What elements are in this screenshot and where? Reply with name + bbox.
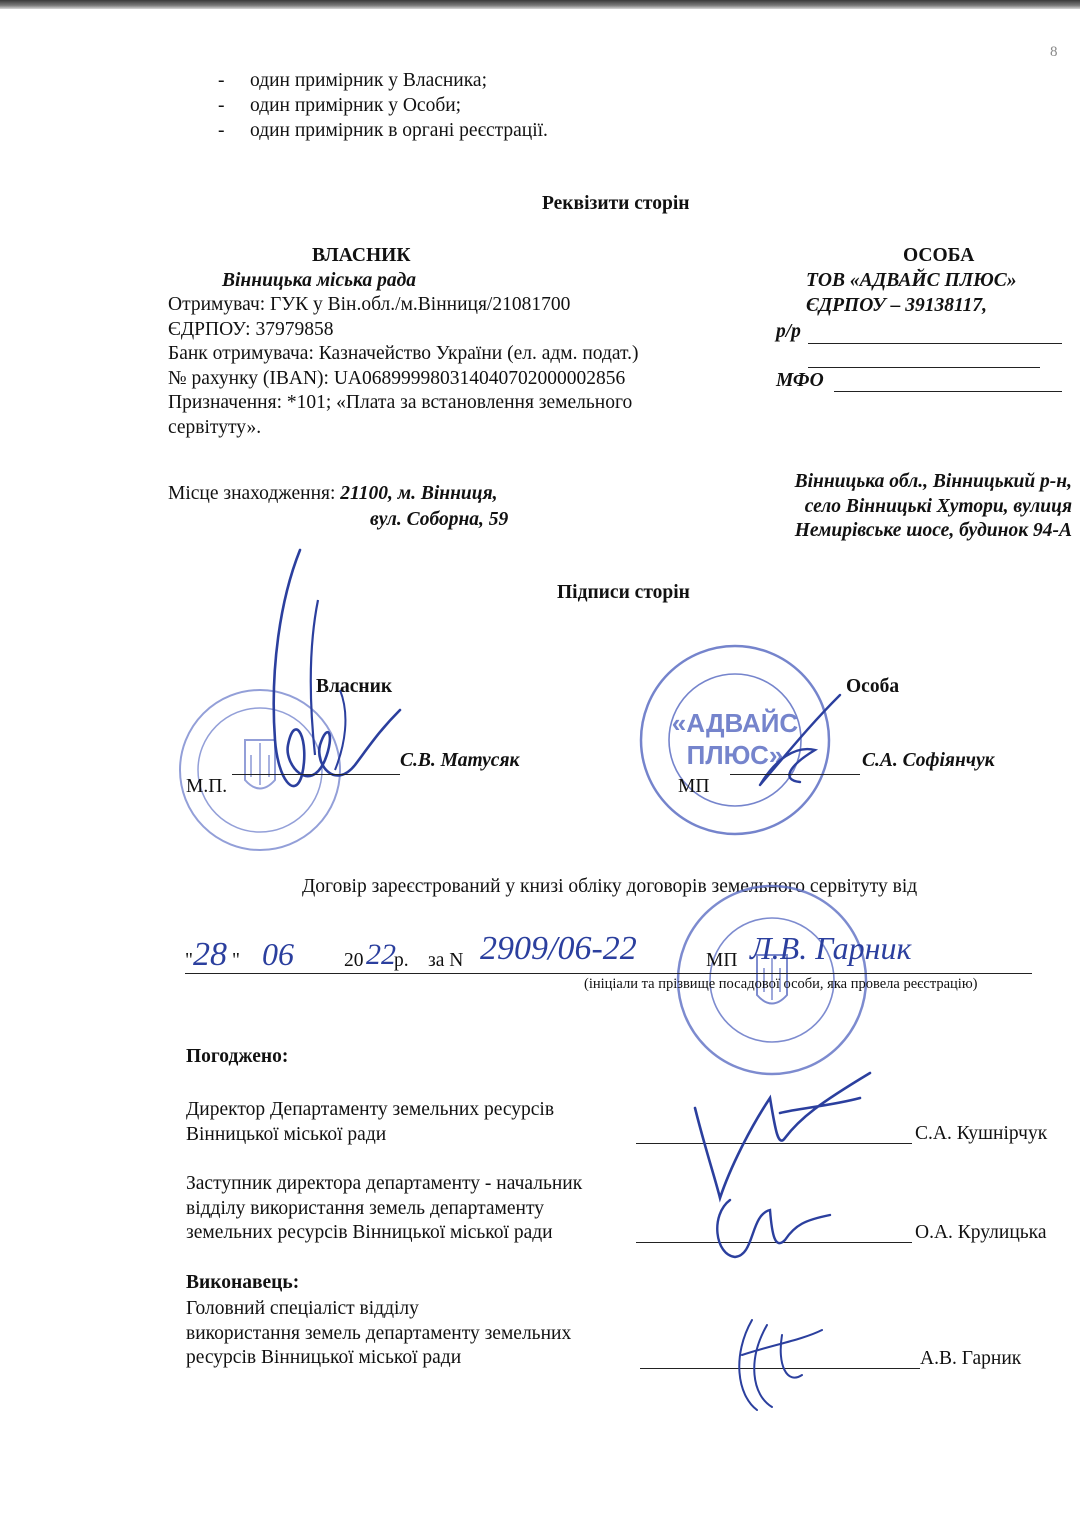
owner-location-line1: 21100, м. Вінниця, <box>340 483 498 504</box>
requisites-title: Реквізити сторін <box>542 193 690 214</box>
reg-day: 28 <box>193 936 227 973</box>
owner-location-label: Місце знаходження: <box>168 483 336 504</box>
approval-2-title-line: Заступник директора департаменту - начальник <box>186 1173 583 1194</box>
approval-2-title-line: земельних ресурсів Вінницької міської ради <box>186 1222 553 1243</box>
bullet: - <box>218 120 225 141</box>
owner-sign-name: С.В. Матусяк <box>400 750 520 771</box>
executor-signature <box>722 1315 832 1415</box>
bullet: - <box>218 70 225 91</box>
person-address-line: село Вінницькі Хутори, вулиця <box>804 495 1072 517</box>
owner-line: Банк отримувача: Казначейство України (ел. адм. подат.) <box>168 343 639 364</box>
person-stamp-line1: «АДВАЙС <box>671 708 799 738</box>
person-sign-role: Особа <box>846 676 900 697</box>
person-signature <box>720 690 860 800</box>
approval-1-signature <box>690 1068 880 1208</box>
bullet: - <box>218 95 225 116</box>
page-number: 8 <box>1050 44 1058 60</box>
executor-title: Виконавець: <box>186 1272 300 1293</box>
reg-number: 2909/06-22 <box>480 930 637 967</box>
approval-1-title-line: Директор Департаменту земельних ресурсів <box>186 1099 555 1120</box>
reg-number-label: за N <box>428 950 464 971</box>
reg-caption: (ініціали та прізвище посадової особи, яка провела реєстрацію) <box>584 976 978 992</box>
owner-sign-role: Власник <box>316 676 393 697</box>
scan-top-edge <box>0 0 1080 9</box>
person-rp-line-2 <box>808 367 1040 368</box>
owner-location <box>168 483 498 505</box>
reg-year-suffix: 22 <box>366 938 396 971</box>
approval-2-title-line: відділу використання земель департаменту <box>186 1197 544 1219</box>
reg-quote-open: " <box>185 950 193 971</box>
reg-line <box>185 973 1032 974</box>
owner-line: Отримувач: ГУК у Він.обл./м.Вінниця/21081700 <box>168 294 571 315</box>
person-edrpou: ЄДРПОУ – 39138117, <box>806 295 988 316</box>
executor-position-line: використання земель департаменту земельних <box>186 1322 572 1344</box>
person-sign-line <box>730 774 860 775</box>
person-address <box>795 470 1072 544</box>
person-rp-line <box>808 343 1062 344</box>
person-mfo-label: МФО <box>776 370 824 391</box>
person-mp: МП <box>678 776 710 797</box>
owner-line: ЄДРПОУ: 37979858 <box>168 318 334 340</box>
executor-position-line: Головний спеціаліст відділу <box>186 1298 419 1319</box>
owner-heading: ВЛАСНИК <box>312 245 411 266</box>
approval-2-name: О.А. Крулицька <box>915 1222 1047 1243</box>
owner-sign-line <box>232 774 400 775</box>
person-sign-name: С.А. Софіянчук <box>862 750 995 771</box>
owner-details <box>168 293 639 440</box>
signatures-title: Підписи сторін <box>557 582 690 603</box>
person-address-line: Вінницька обл., Вінницький р-н, <box>794 471 1072 492</box>
owner-line: № рахунку (IBAN): UA068999980314040702000002856 <box>168 367 626 389</box>
copy-item-text: один примірник у Особи; <box>250 95 462 116</box>
copy-item-text: один примірник в органі реєстрації. <box>250 120 548 141</box>
copy-item-text: один примірник у Власника; <box>250 70 487 91</box>
person-name: ТОВ «АДВАЙС ПЛЮС» <box>806 270 1017 291</box>
owner-name: Вінницька міська рада <box>222 270 416 291</box>
registration-text: Договір зареєстрований у книзі обліку договорів земельного сервітуту від <box>302 876 918 897</box>
owner-mp: М.П. <box>186 776 228 797</box>
person-stamp-line2: ПЛЮС» <box>686 740 784 770</box>
approved-title: Погоджено: <box>186 1046 289 1067</box>
person-rp-label: р/р <box>776 321 801 342</box>
reg-year-prefix: 20 <box>344 950 364 971</box>
reg-mp: МП <box>706 950 738 971</box>
reg-month: 06 <box>262 936 294 972</box>
reg-year-tail: р. <box>394 950 409 971</box>
person-address-line: Немирівське шосе, будинок 94-А <box>794 520 1072 541</box>
approval-2-signature <box>710 1195 840 1265</box>
approval-2-title <box>186 1172 582 1246</box>
registration-row <box>185 950 193 972</box>
reg-registrar: Л.В. Гарник <box>750 930 912 966</box>
reg-quote-close: " <box>232 950 240 971</box>
approval-1-name: С.А. Кушнірчук <box>915 1123 1048 1144</box>
person-heading: ОСОБА <box>903 245 975 266</box>
executor-position <box>186 1297 571 1371</box>
copy-item <box>218 70 225 92</box>
owner-line: Призначення: *101; «Плата за встановлення земельного <box>168 392 633 413</box>
executor-position-line: ресурсів Вінницької міської ради <box>186 1347 462 1368</box>
copy-item <box>218 120 225 142</box>
person-mfo-line <box>834 391 1062 392</box>
copy-item <box>218 95 225 117</box>
owner-location-line2: вул. Соборна, 59 <box>370 509 509 530</box>
approval-1-title <box>186 1098 554 1147</box>
approval-1-title-line: Вінницької міської ради <box>186 1123 387 1145</box>
owner-line: сервітуту». <box>168 416 262 438</box>
executor-name: А.В. Гарник <box>920 1348 1022 1369</box>
